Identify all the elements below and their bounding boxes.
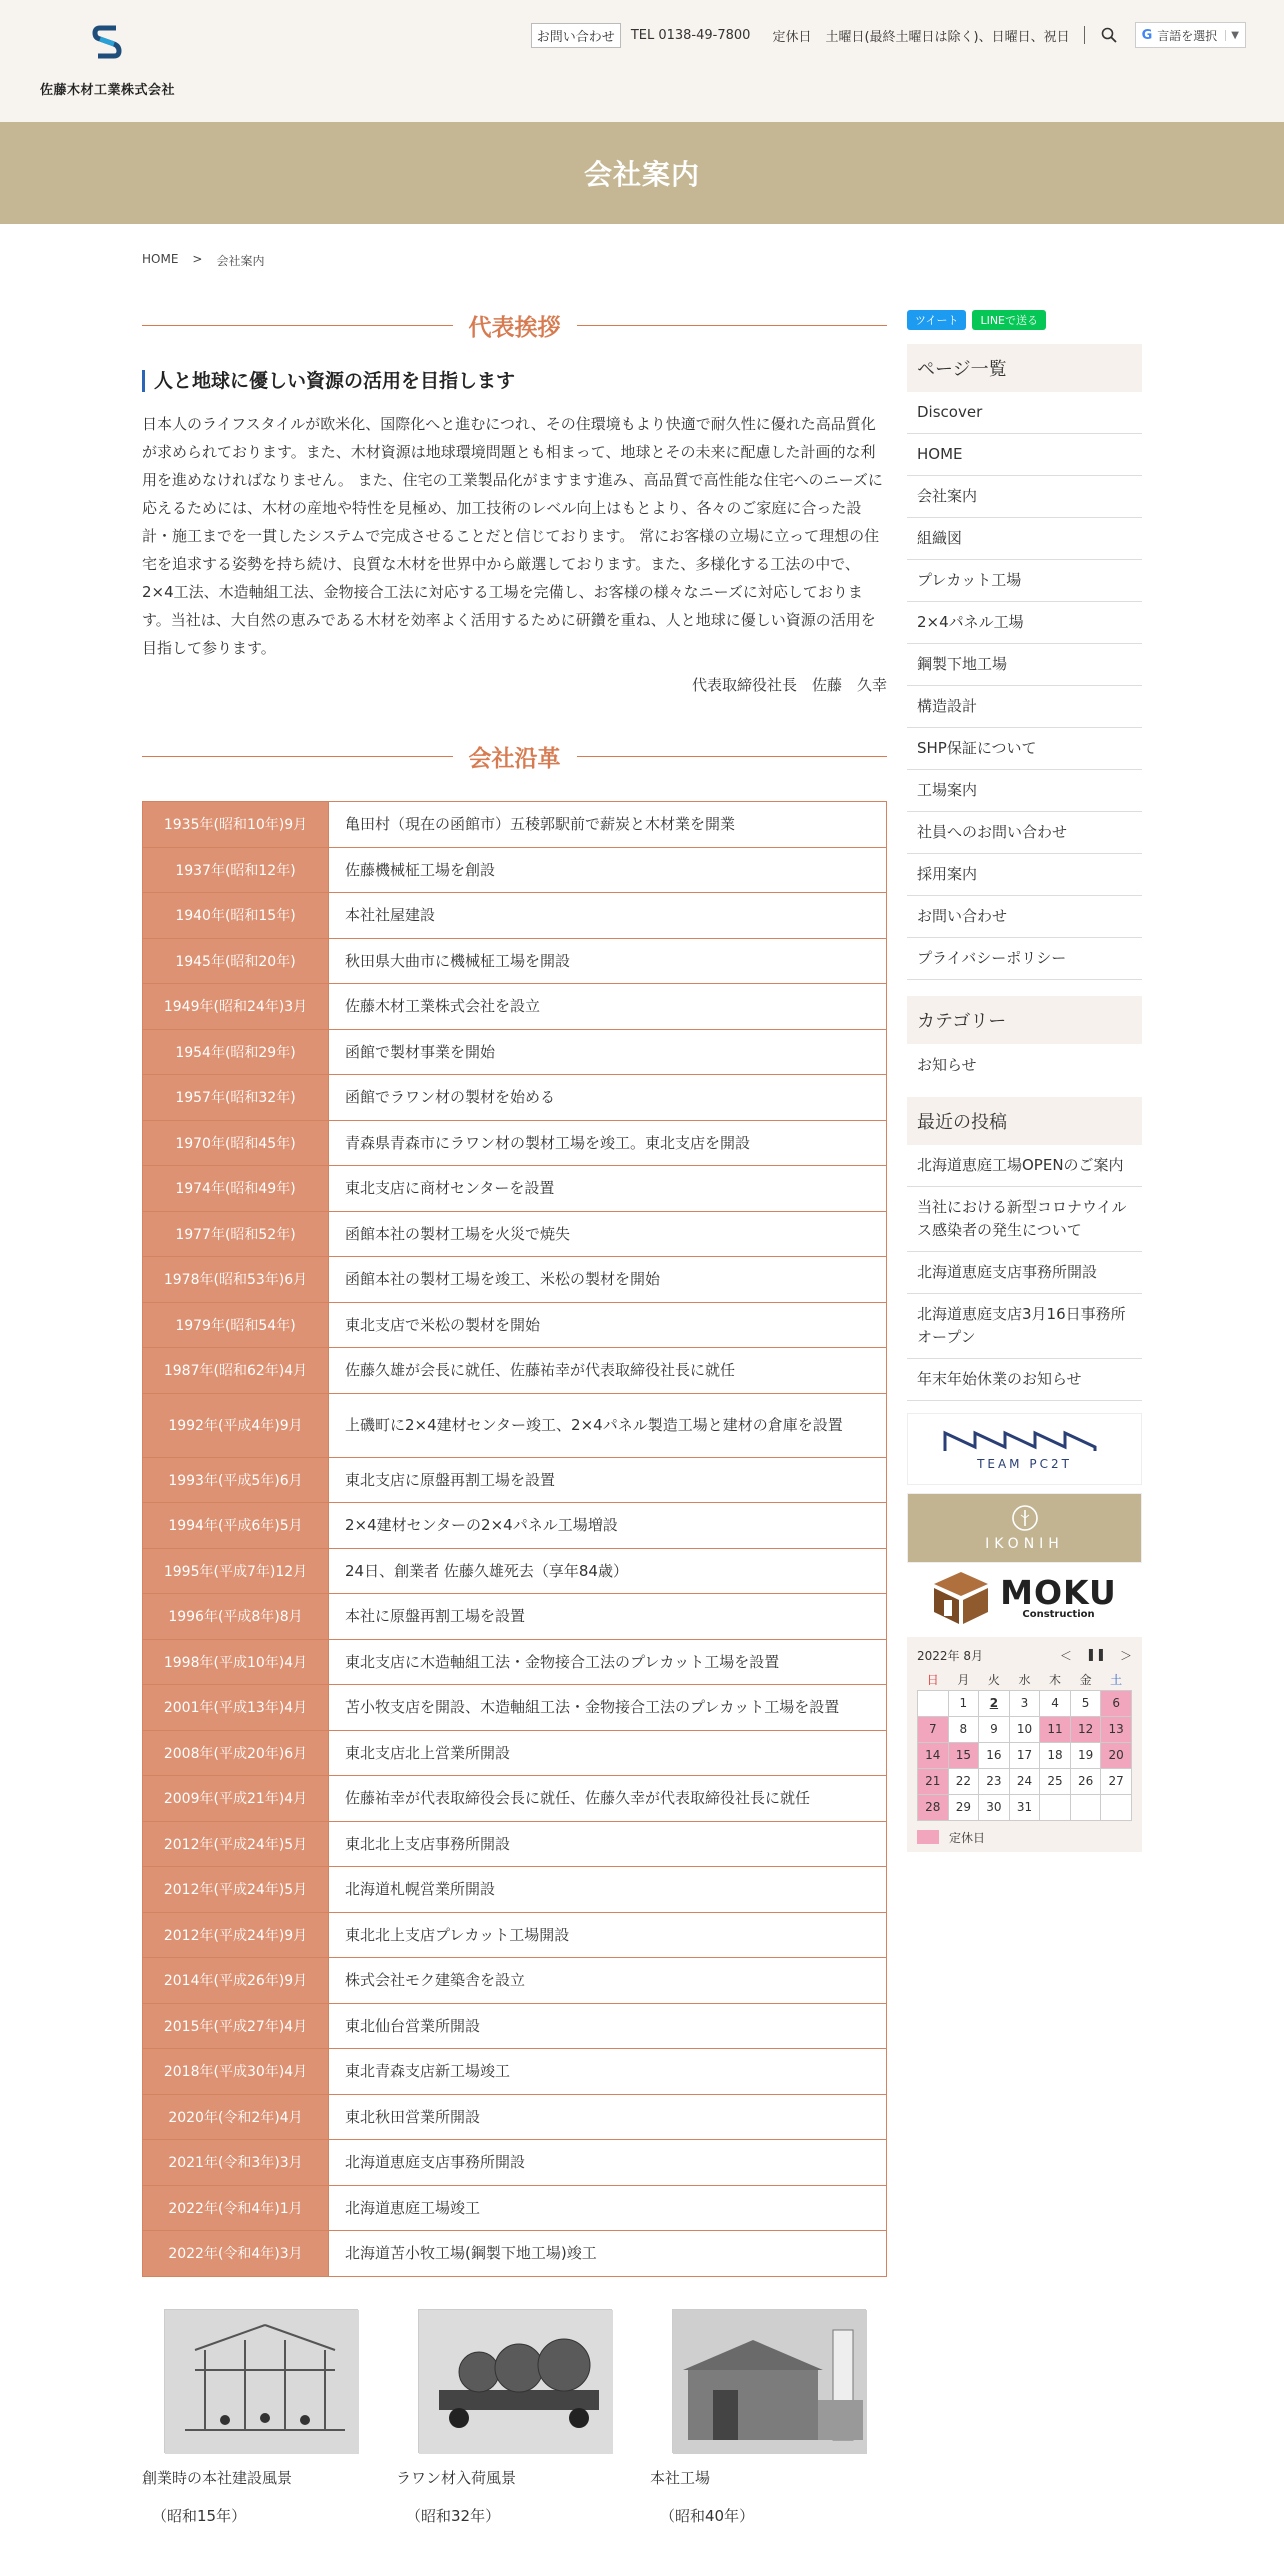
history-row [143, 1166, 887, 1212]
history-row [143, 1867, 887, 1913]
calendar-day: 28 [918, 1794, 949, 1820]
history-year: 1994年(平成6年)5月 [143, 1503, 329, 1549]
calendar-next-button[interactable]: ＞ [1119, 1649, 1132, 1663]
history-row [143, 1348, 887, 1394]
history-year: 2015年(平成27年)4月 [143, 2003, 329, 2049]
calendar-day: 21 [918, 1768, 949, 1794]
moku-sub-label: Construction [1022, 1608, 1095, 1620]
history-row [143, 1912, 887, 1958]
history-row [143, 2140, 887, 2186]
sidebar-page-link[interactable]: 社員へのお問い合わせ [907, 812, 1142, 854]
calendar-day [1070, 1794, 1101, 1820]
history-row [143, 1958, 887, 2004]
history-event: 株式会社モク建築舎を設立 [329, 1958, 887, 2004]
sidebar-page-link[interactable]: 構造設計 [907, 686, 1142, 728]
history-row [143, 802, 887, 848]
photo-lauan [396, 2309, 596, 2529]
history-year: 2020年(令和2年)4月 [143, 2094, 329, 2140]
history-event: 上磯町に2×4建材センター竣工、2×4パネル製造工場と建材の倉庫を設置 [329, 1393, 887, 1457]
team-pc2t-banner[interactable] [907, 1413, 1142, 1485]
sidebar [907, 310, 1142, 1852]
legend-swatch [917, 1830, 939, 1844]
calendar-day: 15 [948, 1742, 979, 1768]
language-select[interactable] [1135, 22, 1246, 48]
breadcrumb [142, 252, 264, 269]
contact-button[interactable]: お問い合わせ [531, 23, 621, 48]
history-event: 東北支店に木造軸組工法・金物接合工法のプレカット工場を設置 [329, 1639, 887, 1685]
calendar-day: 27 [1101, 1768, 1132, 1794]
history-row [143, 1211, 887, 1257]
sidebar-page-link[interactable]: お問い合わせ [907, 896, 1142, 938]
history-year: 2018年(平成30年)4月 [143, 2049, 329, 2095]
moku-label: MOKU [1000, 1572, 1117, 1612]
history-row [143, 2003, 887, 2049]
history-year: 2012年(平成24年)9月 [143, 1912, 329, 1958]
photo-sub-caption: （昭和15年） [152, 2506, 247, 2525]
history-year: 1996年(平成8年)8月 [143, 1594, 329, 1640]
calendar-pause-button[interactable]: ❚❚ [1085, 1647, 1106, 1661]
history-year: 1935年(昭和10年)9月 [143, 802, 329, 848]
history-event: 佐藤祐幸が代表取締役会長に就任、佐藤久幸が代表取締役社長に就任 [329, 1776, 887, 1822]
history-event: 函館で製材事業を開始 [329, 1029, 887, 1075]
president-signature: 代表取締役社長 佐藤 久幸 [691, 676, 887, 694]
history-event: 東北北上支店プレカット工場開設 [329, 1912, 887, 1958]
sidebar-page-link[interactable]: プレカット工場 [907, 560, 1142, 602]
calendar-weekday: 木 [1049, 1673, 1062, 1688]
calendar-day: 26 [1070, 1768, 1101, 1794]
history-event: 東北支店で米松の製材を開始 [329, 1302, 887, 1348]
greeting-heading: 人と地球に優しい資源の活用を目指します [142, 370, 887, 392]
history-event: 青森県青森市にラワン材の製材工場を竣工。東北支店を開設 [329, 1120, 887, 1166]
category-item-news[interactable]: お知らせ [917, 1056, 977, 1074]
chevron-down-icon: ▼ [1225, 30, 1239, 41]
history-year: 1995年(平成7年)12月 [143, 1548, 329, 1594]
history-year: 1940年(昭和15年) [143, 893, 329, 939]
calendar-grid [917, 1670, 1132, 1821]
calendar-day: 7 [918, 1716, 949, 1742]
holiday-text: 土曜日(最終土曜日は除く)、日曜日、祝日 [825, 29, 1070, 45]
recent-post-link[interactable]: 当社における新型コロナウイルス感染者の発生について [907, 1187, 1142, 1252]
history-event: 東北仙台営業所開設 [329, 2003, 887, 2049]
history-year: 2021年(令和3年)3月 [143, 2140, 329, 2186]
history-year: 1987年(昭和62年)4月 [143, 1348, 329, 1394]
tree-icon [1011, 1504, 1039, 1532]
history-row [143, 2231, 887, 2277]
calendar-day: 22 [948, 1768, 979, 1794]
history-row [143, 893, 887, 939]
calendar-day: 3 [1009, 1690, 1040, 1716]
page-title: 会社案内 [583, 158, 700, 191]
history-event: 東北青森支店新工場竣工 [329, 2049, 887, 2095]
sidebar-page-link[interactable]: Discover [907, 392, 1142, 434]
history-year: 2022年(令和4年)3月 [143, 2231, 329, 2277]
calendar-day: 12 [1070, 1716, 1101, 1742]
pages-widget-title: ページ一覧 [907, 344, 1142, 392]
calendar-day: 19 [1070, 1742, 1101, 1768]
google-icon: G [1141, 27, 1153, 43]
calendar-weekday: 日 [926, 1673, 939, 1688]
calendar-day: 31 [1009, 1794, 1040, 1820]
history-year: 2012年(平成24年)5月 [143, 1821, 329, 1867]
language-label: 言語を選択 [1157, 28, 1218, 43]
history-event: 東北支店に商材センターを設置 [329, 1166, 887, 1212]
category-widget-title: カテゴリー [907, 996, 1142, 1044]
history-event: 佐藤木材工業株式会社を設立 [329, 984, 887, 1030]
history-event: 北海道恵庭工場竣工 [329, 2185, 887, 2231]
history-year: 1974年(昭和49年) [143, 1166, 329, 1212]
breadcrumb-home[interactable]: HOME [142, 252, 179, 266]
team-label: TEAM PC2T [977, 1457, 1072, 1471]
history-year: 1949年(昭和24年)3月 [143, 984, 329, 1030]
history-year: 1992年(平成4年)9月 [143, 1393, 329, 1457]
sidebar-page-link[interactable]: 工場案内 [907, 770, 1142, 812]
history-year: 1945年(昭和20年) [143, 938, 329, 984]
history-year: 1937年(昭和12年) [143, 847, 329, 893]
calendar-day: 23 [979, 1768, 1010, 1794]
calendar-day: 1 [948, 1690, 979, 1716]
history-event: 秋田県大曲市に機械柾工場を開設 [329, 938, 887, 984]
recent-post-link[interactable]: 北海道恵庭工場OPENのご案内 [907, 1145, 1142, 1187]
site-header [0, 0, 1284, 122]
calendar-weekday: 水 [1018, 1673, 1031, 1688]
calendar-day: 11 [1040, 1716, 1071, 1742]
photo-construction [142, 2309, 342, 2529]
sidebar-page-link[interactable]: プライバシーポリシー [907, 938, 1142, 980]
history-row [143, 2049, 887, 2095]
calendar-day: 16 [979, 1742, 1010, 1768]
history-event: 東北秋田営業所開設 [329, 2094, 887, 2140]
history-event: 北海道恵庭支店事務所開設 [329, 2140, 887, 2186]
history-event: 函館本社の製材工場を竣工、米松の製材を開始 [329, 1257, 887, 1303]
main-content [142, 300, 887, 2529]
divider [1084, 26, 1085, 44]
history-row [143, 1503, 887, 1549]
business-calendar [907, 1637, 1142, 1852]
pages-list [907, 392, 1142, 980]
ikonih-label: IKONIH [985, 1536, 1064, 1552]
photo-sub-caption: （昭和40年） [660, 2506, 755, 2525]
calendar-day: 24 [1009, 1768, 1040, 1794]
calendar-day [918, 1690, 949, 1716]
moku-logo-icon [932, 1570, 990, 1626]
photo-image[interactable] [672, 2309, 866, 2453]
history-row [143, 1257, 887, 1303]
sidebar-page-link[interactable]: HOME [907, 434, 1142, 476]
sidebar-page-link[interactable]: SHP保証について [907, 728, 1142, 770]
history-row [143, 847, 887, 893]
tweet-button[interactable]: ツイート [907, 310, 966, 330]
calendar-day: 14 [918, 1742, 949, 1768]
history-event: 北海道札幌営業所開設 [329, 1867, 887, 1913]
calendar-day: 17 [1009, 1742, 1040, 1768]
history-event: 函館でラワン材の製材を始める [329, 1075, 887, 1121]
calendar-weekday: 土 [1110, 1673, 1123, 1688]
phone-number[interactable]: TEL 0138-49-7800 [630, 27, 751, 43]
calendar-day: 25 [1040, 1768, 1071, 1794]
history-row [143, 1302, 887, 1348]
calendar-day: 9 [979, 1716, 1010, 1742]
calendar-day: 13 [1101, 1716, 1132, 1742]
history-event: 亀田村（現在の函館市）五稜郭駅前で薪炭と木材業を開業 [329, 802, 887, 848]
calendar-day: 18 [1040, 1742, 1071, 1768]
breadcrumb-separator: > [192, 252, 203, 266]
history-row [143, 1393, 887, 1457]
history-year: 2008年(平成20年)6月 [143, 1730, 329, 1776]
calendar-day: 29 [948, 1794, 979, 1820]
history-year: 1993年(平成5年)6月 [143, 1457, 329, 1503]
calendar-month: 2022年 8月 [917, 1649, 983, 1663]
photo-caption: 本社工場 [650, 2468, 711, 2487]
history-row [143, 984, 887, 1030]
history-row [143, 1639, 887, 1685]
history-year: 1978年(昭和53年)6月 [143, 1257, 329, 1303]
team-logo-icon [935, 1427, 1115, 1457]
sidebar-page-link[interactable]: 会社案内 [907, 476, 1142, 518]
line-share-button[interactable]: LINEで送る [972, 310, 1046, 330]
sidebar-page-link[interactable]: 2×4パネル工場 [907, 602, 1142, 644]
moku-banner[interactable] [907, 1563, 1142, 1633]
greeting-body: 日本人のライフスタイルが欧米化、国際化へと進むにつれ、その住環境もより快適で耐久性に優れた高品質化が求められております。また、木材資源は地球環境問題とも相まって、地球とその未来に配慮した計画的な利用を進めなければなりません。 また、住宅の工業製品化がますます進み、高品質で高性能な住宅へのニーズに応えるためには、木材の産地や特性を見極め、加工技術のレベル向上はもとより、各々のご家庭に合った設計・施工までを一貫したシステムで完成させることだと信じております。 常にお客様の立場に立って理想の住宅を追求する姿勢を持ち続け、良質な木材を世界中から厳選しております。また、多様化する工法の中で、2×4工法、木造軸組工法、金物接合工法に対応する工場を完備し、お客様の様々なニーズに対応しております。当社は、大自然の恵みである木材を効率よく活用するために研鑽を重ね、人と地球に優しい資源の活用を目指して参ります。 [142, 415, 883, 657]
history-year: 1957年(昭和32年) [143, 1075, 329, 1121]
history-row [143, 1594, 887, 1640]
calendar-prev-button[interactable]: ＜ [1059, 1649, 1072, 1663]
page-banner [0, 122, 1284, 224]
history-row [143, 1548, 887, 1594]
history-row [143, 1075, 887, 1121]
history-row [143, 938, 887, 984]
history-section-title: 会社沿革 [142, 731, 887, 781]
breadcrumb-current: 会社案内 [216, 254, 265, 268]
history-year: 1998年(平成10年)4月 [143, 1639, 329, 1685]
history-year: 1979年(昭和54年) [143, 1302, 329, 1348]
history-event: 佐藤久雄が会長に就任、佐藤祐幸が代表取締役社長に就任 [329, 1348, 887, 1394]
history-row [143, 2185, 887, 2231]
history-year: 1970年(昭和45年) [143, 1120, 329, 1166]
calendar-weekday: 火 [987, 1673, 1000, 1688]
holiday-label: 定休日 [772, 29, 812, 45]
history-year: 2009年(平成21年)4月 [143, 1776, 329, 1822]
history-row [143, 1776, 887, 1822]
photo-image[interactable] [164, 2309, 358, 2453]
top-bar [531, 22, 1246, 48]
history-row [143, 2094, 887, 2140]
history-year: 2012年(平成24年)5月 [143, 1867, 329, 1913]
company-logo-icon[interactable] [92, 22, 122, 62]
photo-image[interactable] [418, 2309, 612, 2453]
history-row [143, 1457, 887, 1503]
photo-sub-caption: （昭和32年） [406, 2506, 501, 2525]
recent-post-link[interactable]: 年末年始休業のお知らせ [907, 1359, 1142, 1401]
sidebar-page-link[interactable]: 組織図 [907, 518, 1142, 560]
history-year: 1954年(昭和29年) [143, 1029, 329, 1075]
photo-gallery [142, 2309, 887, 2529]
photo-caption: ラワン材入荷風景 [396, 2468, 517, 2487]
search-icon[interactable] [1101, 27, 1117, 43]
history-event: 東北支店北上営業所開設 [329, 1730, 887, 1776]
history-event: 東北北上支店事務所開設 [329, 1821, 887, 1867]
history-row [143, 1029, 887, 1075]
calendar-day: 2 [979, 1690, 1010, 1716]
calendar-day [1101, 1794, 1132, 1820]
calendar-weekday: 月 [957, 1673, 970, 1688]
calendar-legend [917, 1829, 1132, 1846]
history-year: 2014年(平成26年)9月 [143, 1958, 329, 2004]
photo-factory [650, 2309, 850, 2529]
recent-post-link[interactable]: 北海道恵庭支店事務所開設 [907, 1252, 1142, 1294]
history-event: 北海道苫小牧工場(鋼製下地工場)竣工 [329, 2231, 887, 2277]
history-event: 24日、創業者 佐藤久雄死去（享年84歳） [329, 1548, 887, 1594]
history-table [142, 801, 887, 2277]
photo-caption: 創業時の本社建設風景 [142, 2468, 293, 2487]
history-year: 1977年(昭和52年) [143, 1211, 329, 1257]
company-name[interactable]: 佐藤木材工業株式会社 [40, 83, 176, 98]
history-event: 苫小牧支店を開設、木造軸組工法・金物接合工法のプレカット工場を設置 [329, 1685, 887, 1731]
history-event: 東北支店に原盤再割工場を設置 [329, 1457, 887, 1503]
calendar-weekday: 金 [1079, 1673, 1092, 1688]
share-buttons [907, 310, 1142, 330]
calendar-day: 6 [1101, 1690, 1132, 1716]
history-row [143, 1730, 887, 1776]
sidebar-page-link[interactable]: 採用案内 [907, 854, 1142, 896]
recent-posts-widget-title: 最近の投稿 [907, 1097, 1142, 1145]
calendar-day: 8 [948, 1716, 979, 1742]
history-event: 本社社屋建設 [329, 893, 887, 939]
history-row [143, 1120, 887, 1166]
greeting-section-title: 代表挨拶 [142, 300, 887, 350]
history-event: 函館本社の製材工場を火災で焼失 [329, 1211, 887, 1257]
calendar-day: 30 [979, 1794, 1010, 1820]
history-event: 2×4建材センターの2×4パネル工場増設 [329, 1503, 887, 1549]
recent-posts-list [907, 1145, 1142, 1401]
history-event: 佐藤機械柾工場を創設 [329, 847, 887, 893]
history-row [143, 1685, 887, 1731]
legend-label: 定休日 [949, 1830, 986, 1845]
history-year: 2001年(平成13年)4月 [143, 1685, 329, 1731]
history-row [143, 1821, 887, 1867]
history-event: 本社に原盤再割工場を設置 [329, 1594, 887, 1640]
calendar-day: 4 [1040, 1690, 1071, 1716]
calendar-day [1040, 1794, 1071, 1820]
history-year: 2022年(令和4年)1月 [143, 2185, 329, 2231]
calendar-day: 20 [1101, 1742, 1132, 1768]
calendar-day: 10 [1009, 1716, 1040, 1742]
recent-post-link[interactable]: 北海道恵庭支店3月16日事務所オープン [907, 1294, 1142, 1359]
sidebar-page-link[interactable]: 鋼製下地工場 [907, 644, 1142, 686]
calendar-day: 5 [1070, 1690, 1101, 1716]
ikonih-banner[interactable] [907, 1493, 1142, 1563]
